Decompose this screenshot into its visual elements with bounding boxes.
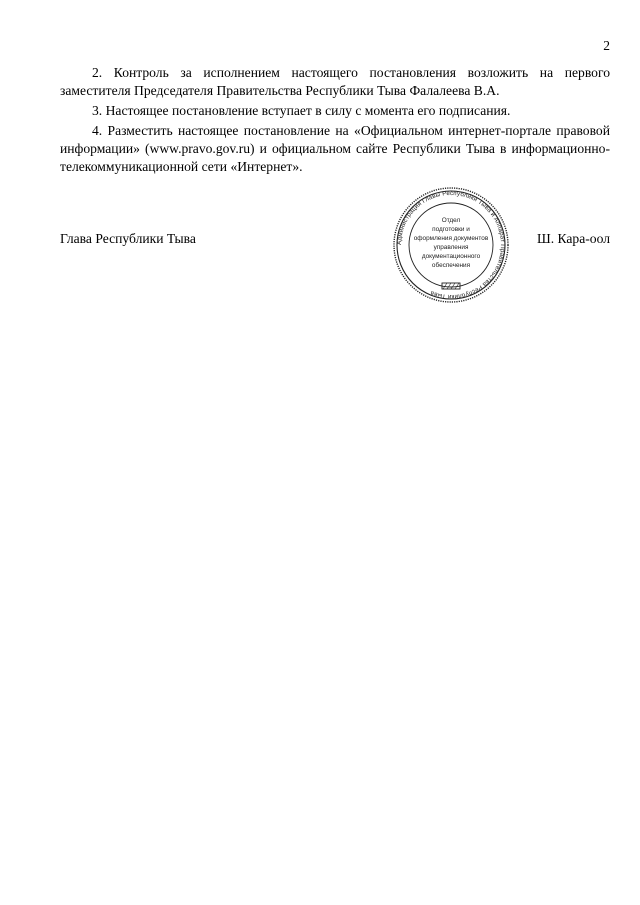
paragraph-item-2: 2. Контроль за исполнением настоящего постановления возложить на первого заместителя Председателя Правительства Республики Тыва Фалалеева В.А. — [60, 65, 610, 98]
paragraph-item-4: 4. Разместить настоящее постановление на «Официальном интернет-портале правовой информации» (www.pravo.gov.ru) и официальном сайте Республики Тыва в информационно-телекоммуникационной сети «Интернет». — [60, 123, 610, 174]
signatory-name: Ш. Кара-оол — [537, 231, 610, 246]
seal-center-line: подготовки и — [432, 226, 470, 233]
seal-emblem — [442, 283, 460, 289]
seal-center-line: обеспечения — [431, 262, 471, 269]
page-number: 2 — [603, 38, 610, 53]
document-body — [60, 64, 610, 178]
seal-ring-text: Администрация Главы Республики Тыва и Аппарат Правительства Республики Тыва — [395, 189, 507, 301]
signature-block — [60, 230, 610, 250]
seal-center-line: Отдел — [441, 217, 461, 224]
signatory-title: Глава Республики Тыва — [60, 231, 196, 246]
seal-center-line: оформления документов — [413, 235, 489, 242]
official-seal-stamp — [383, 186, 519, 304]
seal-center-line: документационного — [421, 253, 481, 260]
seal-center-line: управления — [433, 244, 469, 251]
seal-center-text — [414, 217, 489, 269]
paragraph-item-3: 3. Настоящее постановление вступает в силу с момента его подписания. — [92, 103, 511, 118]
